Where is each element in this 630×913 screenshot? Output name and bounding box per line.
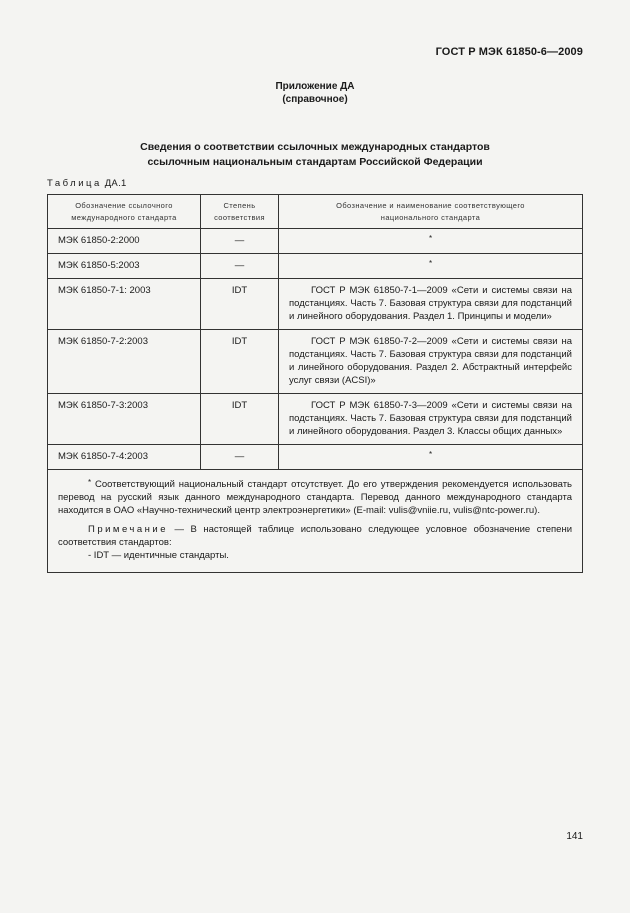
footnote-mark: * xyxy=(428,259,433,268)
header-text: Степень xyxy=(223,200,256,210)
header-text: Обозначение ссылочного xyxy=(75,200,173,210)
standards-table xyxy=(47,194,583,573)
cell-degree: IDT xyxy=(201,394,279,445)
note-text: — В настоящей таблице использовано следующее условное обозначение степени соответствия стандартов: xyxy=(58,524,572,548)
footnote-mark: * xyxy=(428,234,433,243)
footnote-mark: * xyxy=(428,450,433,459)
header-intl-standard xyxy=(48,195,201,229)
national-standard-text: ГОСТ Р МЭК 61850-7-1—2009 «Сети и системы связи на подстанциях. Часть 7. Базовая структура связи для подстанций и линейного оборудования. Раздел 1. Принципы и модели» xyxy=(289,285,572,322)
cell-intl: МЭК 61850-5:2003 xyxy=(48,254,201,279)
cell-intl: МЭК 61850-7-3:2003 xyxy=(48,394,201,445)
cell-degree: — xyxy=(201,229,279,254)
table-footnote-row xyxy=(48,470,583,573)
footnote-mark: * xyxy=(88,478,92,487)
appendix-title: Приложение ДА xyxy=(275,81,355,92)
appendix-title-block xyxy=(0,80,630,106)
cell-intl: МЭК 61850-7-1: 2003 xyxy=(48,279,201,330)
cell-degree: — xyxy=(201,445,279,470)
header-text: национального стандарта xyxy=(380,212,481,222)
note-label: Примечание xyxy=(88,524,168,535)
table-header-row xyxy=(48,195,583,229)
note-item-text: - IDT — идентичные стандарты. xyxy=(88,550,229,561)
cell-national xyxy=(279,330,583,394)
cell-degree: — xyxy=(201,254,279,279)
footnote-text: Соответствующий национальный стандарт отсутствует. До его утверждения рекомендуется использовать перевод на русский язык данного международного стандарта. Перевод данного международного стандарта находится в ОАО «Научно-технический центр электроэнергетики» (E-mail: vulis@vniie.ru, vulis@ntc-power.ru). xyxy=(58,479,573,516)
cell-degree: IDT xyxy=(201,330,279,394)
national-standard-text: ГОСТ Р МЭК 61850-7-2—2009 «Сети и системы связи на подстанциях. Часть 7. Базовая структура связи для подстанций и линейного оборудования. Раздел 2. Абстрактный интерфейс услуг связи (ACSI)» xyxy=(289,336,572,386)
section-heading xyxy=(0,140,630,170)
table-row xyxy=(48,254,583,279)
document-code: ГОСТ Р МЭК 61850-6—2009 xyxy=(435,46,583,58)
note-paragraph xyxy=(58,523,572,549)
table-row xyxy=(48,330,583,394)
cell-national xyxy=(279,394,583,445)
table-row xyxy=(48,445,583,470)
cell-degree: IDT xyxy=(201,279,279,330)
header-text: международного стандарта xyxy=(71,212,177,222)
appendix-subtitle: (справочное) xyxy=(282,94,348,105)
header-national-standard xyxy=(279,195,583,229)
cell-intl: МЭК 61850-7-2:2003 xyxy=(48,330,201,394)
section-heading-line1: Сведения о соответствии ссылочных международных стандартов xyxy=(140,141,490,153)
cell-national xyxy=(279,254,583,279)
national-standard-text: ГОСТ Р МЭК 61850-7-3—2009 «Сети и системы связи на подстанциях. Часть 7. Базовая структура связи для подстанций и линейного оборудования. Раздел 3. Классы общих данных» xyxy=(289,400,572,437)
table-row xyxy=(48,279,583,330)
cell-national xyxy=(279,279,583,330)
cell-intl: МЭК 61850-2:2000 xyxy=(48,229,201,254)
table-caption xyxy=(47,178,127,189)
page-number: 141 xyxy=(566,831,583,842)
table-row xyxy=(48,229,583,254)
header-text: соответствия xyxy=(214,212,265,222)
section-heading-line2: ссылочным национальным стандартам Российской Федерации xyxy=(147,156,483,168)
note-item xyxy=(58,549,572,562)
cell-national xyxy=(279,445,583,470)
table-row xyxy=(48,394,583,445)
header-degree xyxy=(201,195,279,229)
table-footnote xyxy=(48,470,583,573)
cell-intl: МЭК 61850-7-4:2003 xyxy=(48,445,201,470)
table-caption-number: ДА.1 xyxy=(104,178,127,189)
footnote-paragraph xyxy=(58,478,572,517)
table-caption-label: Таблица xyxy=(47,178,102,189)
header-text: Обозначение и наименование соответствующего xyxy=(336,200,525,210)
cell-national xyxy=(279,229,583,254)
